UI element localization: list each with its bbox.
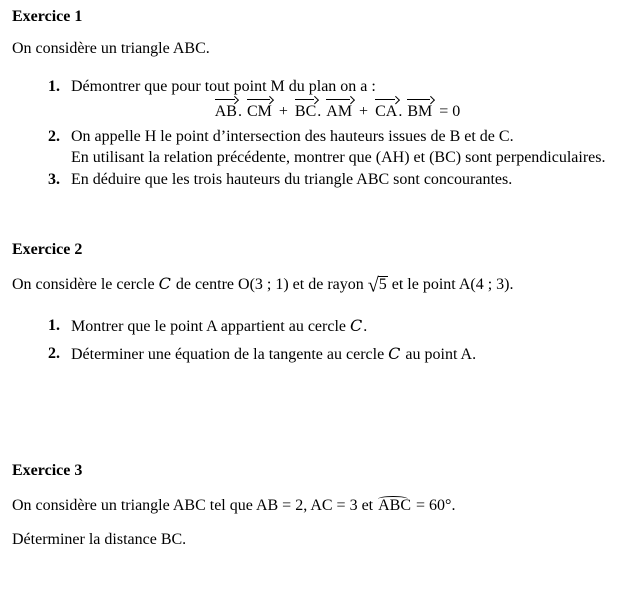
item-text bbox=[71, 76, 607, 98]
item-line: En déduire que les trois hauteurs du triangle ABC sont concourantes. bbox=[71, 170, 513, 188]
list-item-1 bbox=[12, 76, 607, 98]
list-number: 2. bbox=[48, 344, 60, 362]
exercise-3 bbox=[12, 460, 607, 551]
exercise-1-intro: On considère un triangle ABC. bbox=[12, 39, 210, 57]
list-number: 1. bbox=[48, 78, 60, 95]
item-line: au point A. bbox=[401, 345, 477, 363]
exercise-3-closing: Déterminer la distance BC. bbox=[12, 531, 187, 548]
list-item-2 bbox=[12, 343, 607, 366]
item-text bbox=[71, 343, 607, 366]
vector-CM bbox=[246, 103, 273, 121]
item-line: . bbox=[363, 318, 368, 335]
radical-sign: √ bbox=[367, 274, 378, 296]
vector-CA bbox=[374, 103, 398, 121]
item-line: En utilisant la relation précédente, montrer que (AH) et (BC) sont perpendiculaires. bbox=[71, 149, 606, 166]
item-line: Montrer que le point A appartient au cercle bbox=[71, 318, 351, 335]
item-line: Démontrer que pour tout point M du plan on a : bbox=[71, 78, 376, 95]
sqrt-5 bbox=[367, 274, 388, 296]
exercise-2-title: Exercice 2 bbox=[12, 241, 83, 258]
exercise-3-intro bbox=[12, 495, 607, 517]
script-c-symbol: C bbox=[350, 316, 363, 335]
script-c-symbol: C bbox=[388, 343, 401, 363]
plus-operator: + bbox=[359, 102, 369, 120]
list-item-1 bbox=[12, 315, 607, 338]
vector-AM bbox=[325, 103, 353, 121]
vector-equation bbox=[12, 98, 607, 126]
exercise-2-list bbox=[12, 315, 607, 365]
vector-label: AB bbox=[214, 102, 237, 120]
exercise-2 bbox=[12, 239, 607, 365]
intro-text: et le point A(4 ; 3). bbox=[387, 275, 514, 293]
angle-label: ABC bbox=[378, 496, 412, 514]
item-text bbox=[71, 315, 607, 338]
angle-hat-ABC bbox=[377, 497, 412, 515]
dot-operator: . bbox=[317, 102, 322, 120]
vector-label: BC bbox=[294, 102, 317, 120]
list-number: 3. bbox=[48, 170, 60, 188]
plus-operator: + bbox=[278, 102, 288, 120]
intro-text: On considère le cercle bbox=[12, 275, 159, 293]
intro-text: On considère un triangle ABC tel que AB = 2, AC = 3 et bbox=[12, 496, 378, 514]
list-number: 1. bbox=[48, 317, 60, 334]
vector-label: CA bbox=[375, 102, 398, 120]
script-c-symbol: C bbox=[158, 273, 171, 293]
dot-operator: . bbox=[398, 102, 403, 120]
intro-text: de centre O(3 ; 1) et de rayon bbox=[171, 275, 368, 293]
exercise-2-intro bbox=[12, 273, 607, 296]
list-item-2 bbox=[12, 126, 607, 169]
list-number: 2. bbox=[48, 127, 60, 145]
dot-operator: . bbox=[237, 102, 242, 120]
vector-BC bbox=[294, 103, 317, 121]
item-line: On appelle H le point d’intersection des hauteurs issues de B et de C. bbox=[71, 127, 514, 145]
item-line: Déterminer une équation de la tangente au cercle bbox=[71, 345, 389, 363]
list-item-3 bbox=[12, 169, 607, 191]
exercise-1-title: Exercice 1 bbox=[12, 8, 83, 25]
exercise-1 bbox=[12, 6, 607, 190]
vector-BM bbox=[406, 103, 433, 121]
item-text bbox=[71, 126, 607, 169]
vector-label: CM bbox=[246, 102, 272, 120]
intro-text: = 60°. bbox=[412, 496, 456, 514]
vector-AB bbox=[214, 103, 238, 121]
radicand: 5 bbox=[378, 275, 387, 293]
vector-label: BM bbox=[407, 102, 433, 120]
equals-zero: = 0 bbox=[439, 102, 461, 120]
item-text bbox=[71, 169, 607, 191]
exercise-1-list bbox=[12, 76, 607, 190]
vector-label: AM bbox=[326, 102, 353, 120]
exercise-3-title: Exercice 3 bbox=[12, 462, 83, 479]
